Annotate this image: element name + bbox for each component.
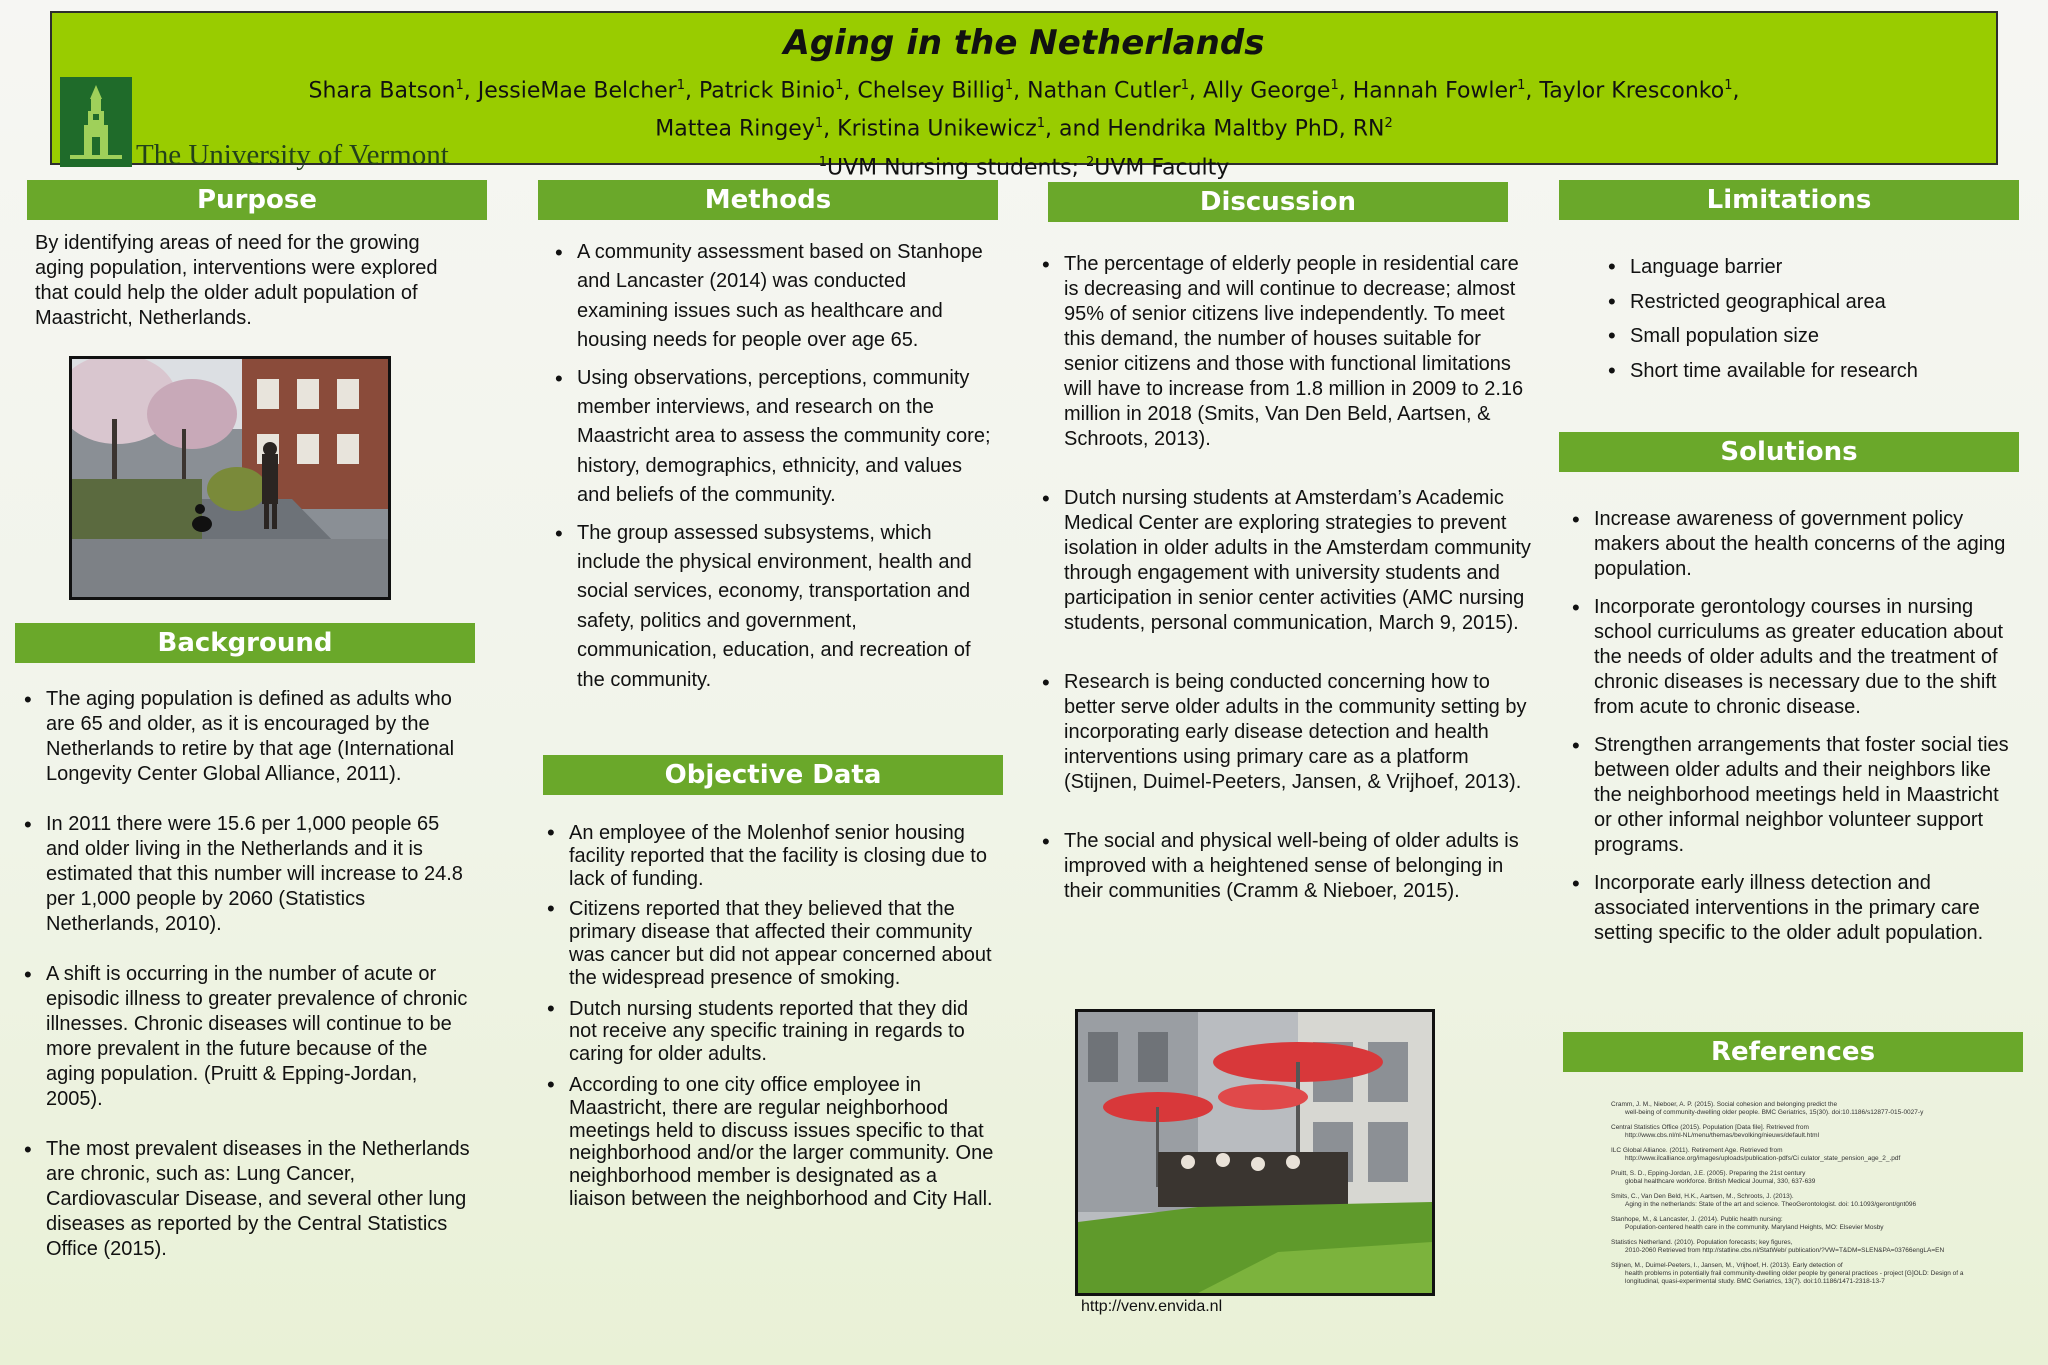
reference-continuation: 2010-2060 Retrieved from http://statline.cbs.nl/StatWeb/ publication/?VW=T&DM=SLEN&PA=03766engLA=EN: [1625, 1247, 1945, 1254]
author-affiliation-mark: 1: [835, 78, 844, 93]
solutions-list: [1572, 507, 2017, 946]
list-item: • Using observations, perceptions, community member interviews, and research on the Maastricht area to assess the community core; history, demographics, ethnicity, and values and beliefs of the community.: [555, 364, 995, 511]
author-name: JessieMae Belcher: [477, 78, 677, 104]
poster-header: [50, 11, 1998, 180]
list-item: • According to one city office employee in Maastricht, there are regular neighborhood meetings held to discuss issues specific to that neighborhood and/or the larger community. One neighborhood member is designated as a liaison between the neighborhood and City Hall.: [547, 1074, 997, 1211]
reference-item: [1611, 1101, 1991, 1117]
list-item: • The most prevalent diseases in the Netherlands are chronic, such as: Lung Cancer, Cardiovascular Disease, and several other lung diseases as reported by the Central Statistics Office (2015).: [24, 1137, 474, 1262]
reference-item: [1611, 1124, 1991, 1140]
objective-heading: Objective Data: [543, 755, 1003, 795]
author-separator: ,: [685, 78, 699, 104]
reference-first-line: Stijnen, M., Duimel-Peeters, I., Jansen, M., Vrijhoef, H. (2013). Early detection of: [1611, 1262, 1843, 1269]
author-name: Ally George: [1202, 78, 1331, 104]
list-item: • Dutch nursing students at Amsterdam’s Academic Medical Center are exploring strategies to prevent isolation in older adults in the Amsterdam community through engagement with university students and participation in senior center activities (AMC nursing students, personal communication, March 9, 2015).: [1042, 486, 1532, 636]
reference-item: [1611, 1147, 1991, 1163]
list-item: • Incorporate early illness detection and associated interventions in the primary care setting specific to the older adult population.: [1572, 871, 2017, 946]
list-item: • The percentage of elderly people in residential care is decreasing and will continue to decrease; almost 95% of senior citizens live independently. To meet this demand, the number of houses suitable for senior citizens and those with functional limitations will have to increase from 1.8 million in 2009 to 2.16 million in 2018 (Smits, Van Den Beld, Aartsen, & Schroots, 2013).: [1042, 252, 1532, 452]
objective-list: [547, 822, 997, 1211]
street-photo: [69, 356, 391, 600]
list-item: • Restricted geographical area: [1608, 285, 2008, 320]
author-separator: ,: [1525, 78, 1540, 104]
author-affiliation-mark: 1: [1330, 78, 1339, 93]
discussion-heading: Discussion: [1048, 182, 1508, 222]
authors-line-1: [52, 69, 1996, 107]
purpose-text: By identifying areas of need for the growing aging population, interventions were explored that could help the older adult population of Maastricht, Netherlands.: [35, 232, 438, 329]
reference-continuation: http://www.cbs.nl/nl-NL/menu/themas/bevolking/nieuws/default.html: [1625, 1132, 1820, 1139]
author-separator: ,: [823, 116, 838, 142]
author-affiliation-mark: 1: [676, 78, 685, 93]
reference-continuation: Population-centered health care in the community. Maryland Heights, MO: Elsevier Mosby: [1625, 1224, 1884, 1231]
courtyard-photo: [1075, 1009, 1435, 1296]
reference-first-line: Central Statistics Office (2015). Population [Data file]. Retrieved from: [1611, 1124, 1809, 1131]
author-affiliation-mark: 1: [1724, 78, 1733, 93]
author-name: Shara Batson: [308, 78, 456, 104]
list-item: • Dutch nursing students reported that they did not receive any specific training in regards to caring for older adults.: [547, 998, 997, 1066]
author-name: Chelsey Billig: [857, 78, 1005, 104]
reference-item: [1611, 1193, 1991, 1209]
reference-first-line: Pruitt, S. D., Epping-Jordan, J.E. (2005). Preparing the 21st century: [1611, 1170, 1806, 1177]
university-name: The University of Vermont: [136, 139, 449, 171]
author-name: Kristina Unikewicz: [837, 116, 1037, 142]
reference-continuation: well-being of community-dwelling older people. BMC Geriatrics, 15(30). doi:10.1186/s12877-015-0027-y: [1625, 1109, 1924, 1116]
list-item: • A community assessment based on Stanhope and Lancaster (2014) was conducted examining issues such as healthcare and housing needs for people over age 65.: [555, 238, 995, 356]
background-list: [24, 687, 474, 1262]
references-list: [1611, 1101, 1991, 1293]
list-item: • Small population size: [1608, 319, 2008, 354]
list-item: • Citizens reported that they believed that the primary disease that affected their community was cancer but did not appear concerned about the widespread presence of smoking.: [547, 898, 997, 989]
affiliations: $^1$UVM Nursing students; $^2$UVM Faculty: [818, 154, 1230, 180]
list-item: • The social and physical well-being of older adults is improved with a heightened sense of belonging in their communities (Cramm & Nieboer, 2015).: [1042, 829, 1532, 904]
list-item: • Incorporate gerontology courses in nursing school curriculums as greater education about the needs of older adults and the treatment of chronic diseases is necessary due to the shift from acute to chronic disease.: [1572, 595, 2017, 720]
and-word: and: [1059, 116, 1108, 142]
list-item: • Increase awareness of government policy makers about the health concerns of the aging population.: [1572, 507, 2017, 582]
author-separator: ,: [1732, 78, 1740, 104]
author-separator: ,: [463, 78, 478, 104]
author-affiliation-mark: 1: [1180, 78, 1189, 93]
discussion-list: [1042, 252, 1532, 904]
reference-item: [1611, 1239, 1991, 1255]
solutions-heading: Solutions: [1559, 432, 2019, 472]
list-item: • Strengthen arrangements that foster social ties between older adults and their neighbors like the neighborhood meetings held in Maastricht or other informal neighbor volunteer support programs.: [1572, 733, 2017, 858]
reference-item: [1611, 1262, 1991, 1286]
author-affiliation-mark: 1: [814, 116, 824, 132]
purpose-heading: Purpose: [27, 180, 487, 220]
author-name: Hendrika Maltby PhD, RN: [1107, 116, 1385, 142]
author-affiliation-mark: 2: [1384, 116, 1393, 132]
author-separator: ,: [1188, 78, 1203, 104]
author-list: [52, 69, 1996, 184]
list-item: • Research is being conducted concerning how to better serve older adults in the community setting by incorporating early disease detection and health interventions using primary care as a platform (Stijnen, Duimel-Peeters, Jansen, & Vrijhoef, 2013).: [1042, 670, 1532, 795]
author-name: Hannah Fowler: [1352, 78, 1518, 104]
reference-continuation: global healthcare workforce. British Medical Journal, 330, 637-639: [1625, 1178, 1816, 1185]
author-name: Mattea Ringey: [655, 116, 815, 142]
methods-list: [555, 238, 995, 695]
author-separator: ,: [1013, 78, 1028, 104]
list-item: • Short time available for research: [1608, 354, 2008, 389]
reference-item: [1611, 1170, 1991, 1186]
author-affiliation-mark: 1: [1036, 116, 1046, 132]
author-name: Taylor Kresconko: [1539, 78, 1725, 104]
methods-heading: Methods: [538, 180, 998, 220]
reference-item: [1611, 1216, 1991, 1232]
list-item: • A shift is occurring in the number of acute or episodic illness to greater prevalence of chronic illnesses. Chronic diseases will continue to be more prevalent in the future because of the aging population. (Pruitt & Epping-Jordan, 2005).: [24, 962, 474, 1112]
photo-caption: http://venv.envida.nl: [1081, 1298, 1223, 1315]
reference-continuation: http://www.ilcalliance.org/images/uploads/publication-pdfs/Ci culator_state_pension_age_2_.pdf: [1625, 1155, 1901, 1162]
author-separator: ,: [1338, 78, 1353, 104]
reference-first-line: Stanhope, M., & Lancaster, J. (2014). Public health nursing:: [1611, 1216, 1783, 1223]
reference-first-line: Cramm, J. M., Nieboer, A. P. (2015). Social cohesion and belonging predict the: [1611, 1101, 1838, 1108]
author-name: Nathan Cutler: [1027, 78, 1181, 104]
limitations-heading: Limitations: [1559, 180, 2019, 220]
list-item: • An employee of the Molenhof senior housing facility reported that the facility is closing due to lack of funding.: [547, 822, 997, 890]
authors-line-2: [52, 107, 1996, 145]
list-item: • Language barrier: [1608, 250, 2008, 285]
reference-continuation: health problems in potentially frail community-dwelling older people by general practices - project [G]OLD: Design of a longitudinal, quasi-experimental study. BMC Geriatrics, 13(7). doi:10.1186/1471-2318-13-7: [1625, 1270, 1964, 1285]
reference-first-line: ILC Global Alliance. (2011). Retirement Age. Retrieved from: [1611, 1147, 1783, 1154]
author-name: Patrick Binio: [699, 78, 836, 104]
author-affiliation-mark: 1: [1004, 78, 1014, 93]
reference-continuation: Aging in the netherlands: State of the art and science. TheoGerontologist. doi: 10.1093/geront/gnt096: [1625, 1201, 1917, 1208]
background-heading: Background: [15, 623, 475, 663]
reference-first-line: Smits, C., Van Den Beld, H.K., Aartsen, M., Schroots, J. (2013).: [1611, 1193, 1794, 1200]
reference-first-line: Statistics Netherland. (2010). Population forecasts; key figures,: [1611, 1239, 1793, 1246]
author-affiliation-mark: 1: [1517, 78, 1526, 93]
list-item: • In 2011 there were 15.6 per 1,000 people 65 and older living in the Netherlands and it is estimated that this number will increase to 24.8 per 1,000 people by 2060 (Statistics Netherlands, 2010).: [24, 812, 474, 937]
list-item: • The group assessed subsystems, which include the physical environment, health and social services, economy, transportation and safety, politics and government, communication, education, and recreation of the community.: [555, 519, 995, 695]
limitations-list: [1608, 250, 2008, 388]
author-separator: ,: [843, 78, 858, 104]
references-heading: References: [1563, 1032, 2023, 1072]
poster-title: Aging in the Netherlands: [783, 23, 1265, 63]
list-item: • The aging population is defined as adults who are 65 and older, as it is encouraged by the Netherlands to retire by that age (International Longevity Center Global Alliance, 2011).: [24, 687, 474, 787]
author-separator: ,: [1045, 116, 1060, 142]
author-affiliation-mark: 1: [455, 78, 464, 93]
